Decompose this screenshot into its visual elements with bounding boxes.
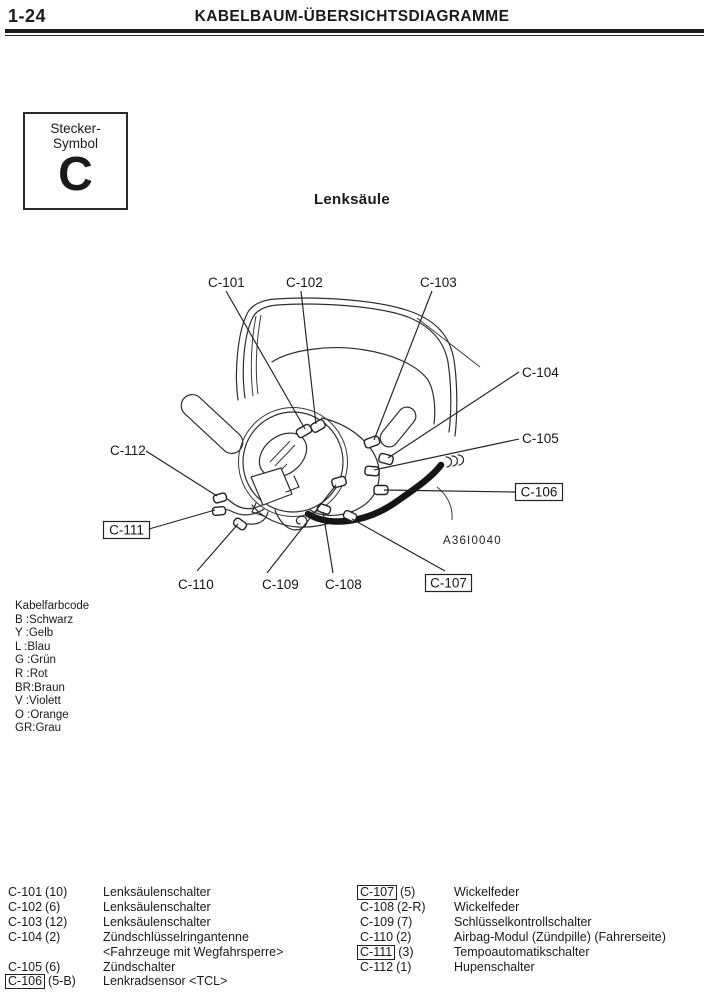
callout-C-105: C-105: [522, 431, 559, 446]
connector-code: C-110: [360, 929, 394, 944]
legend-entry: R :Rot: [15, 667, 48, 680]
turn-signal-stalk-art: [177, 390, 248, 458]
connector-pins: (6): [45, 959, 61, 974]
table-row: [360, 930, 704, 945]
connector-desc: Zündschlüsselringantenne: [103, 929, 249, 944]
connector-code: C-105: [8, 959, 43, 974]
table-row: [360, 915, 704, 930]
legend-entry: BR:Braun: [15, 681, 65, 694]
table-row: [0, 915, 360, 930]
corrugated-tube-mark: [446, 457, 452, 467]
legend-entry: B :Schwarz: [15, 613, 74, 626]
table-row: [0, 974, 360, 989]
table-row: [360, 945, 704, 960]
connector-desc: Airbag-Modul (Zündpille) (Fahrerseite): [454, 929, 666, 944]
table-row: [360, 960, 704, 975]
connector-pins: (10): [45, 885, 68, 899]
connector-desc: Zündschalter: [103, 959, 176, 974]
legend-entry: V :Violett: [15, 695, 61, 708]
callout-C-110: C-110: [178, 577, 214, 592]
table-row: [0, 960, 360, 975]
connector-C-111: [212, 506, 226, 515]
connector-pins: (7): [397, 914, 413, 929]
connector-pins: (5-B): [48, 974, 76, 989]
callout-C-102: C-102: [286, 275, 323, 290]
callout-C-101: C-101: [208, 275, 245, 290]
connector-desc: Lenksäulenschalter: [103, 899, 211, 914]
connector-pins: (2): [45, 929, 61, 944]
symbol-letter: C: [58, 148, 93, 201]
table-row: [0, 900, 360, 915]
connector-code: C-101: [8, 885, 43, 899]
symbol-caption-line2: Symbol: [52, 136, 98, 151]
connector-desc: Schlüsselkontrollschalter: [454, 914, 592, 929]
connector-code: C-109: [360, 914, 395, 929]
connector-desc: Lenksäulenschalter: [103, 885, 211, 899]
drawing-number: A36I0040: [443, 535, 502, 547]
connector-pins: (3): [398, 944, 414, 959]
connector-desc: Hupenschalter: [454, 959, 535, 974]
connector-C-105: [365, 466, 380, 476]
legend-title: Kabelfarbcode: [15, 600, 90, 612]
connector-desc: Tempoautomatikschalter: [454, 944, 590, 959]
connector-desc: Wickelfeder: [454, 885, 520, 899]
callout-C-103: C-103: [420, 275, 457, 290]
legend-entry: L :Blau: [15, 640, 51, 653]
connector-pins: (6): [45, 899, 61, 914]
cable-color-code-legend: [15, 600, 89, 736]
legend-entry: O :Orange: [15, 708, 69, 721]
connector-C-104: [378, 453, 394, 465]
connector-code: C-112: [360, 959, 394, 974]
connector-pins: (2): [396, 929, 412, 944]
connector-pins: (1): [396, 959, 412, 974]
wiper-stalk-art: [377, 403, 420, 450]
connector-desc: Lenksäulenschalter: [103, 914, 211, 929]
connector-pins: (2-R): [397, 900, 426, 914]
connector-C-103: [363, 435, 380, 449]
connector-pins: (5): [400, 885, 416, 899]
connector-code: C-104: [8, 929, 43, 944]
callout-C-109: C-109: [262, 577, 299, 592]
connector-list: [0, 885, 704, 989]
legend-entry: GR:Grau: [15, 722, 62, 735]
corrugated-tube-mark: [458, 455, 464, 465]
connector-code: C-102: [8, 899, 43, 914]
connector-desc-qualifier: <Fahrzeuge mit Wegfahrsperre>: [103, 944, 284, 959]
page-title: KABELBAUM-ÜBERSICHTSDIAGRAMME: [194, 8, 510, 25]
connector-code-boxed: C-111: [357, 945, 395, 960]
corrugated-tube-mark: [452, 456, 458, 466]
callout-C-112: C-112: [110, 443, 146, 458]
callout-C-108: C-108: [325, 577, 362, 592]
table-row: [0, 885, 360, 900]
symbol-caption-line1: Stecker-: [50, 121, 101, 136]
connector-code: C-108: [360, 900, 395, 914]
connector-pins: (12): [45, 914, 68, 929]
connector-desc: Lenkradsensor <TCL>: [103, 974, 228, 989]
table-row: [360, 900, 704, 915]
connector-list-right-column: [360, 885, 704, 989]
diagram-title: Lenksäule: [313, 191, 391, 208]
callout-C-111: C-111: [109, 522, 144, 538]
connector-code-boxed: C-107: [357, 885, 397, 900]
connector-code-boxed: C-106: [5, 974, 45, 989]
callout-C-104: C-104: [522, 365, 559, 380]
connector-code: C-103: [8, 914, 43, 929]
connector-desc: Wickelfeder: [454, 900, 520, 914]
legend-entry: Y :Gelb: [15, 627, 54, 640]
page-number: 1-24: [8, 6, 47, 26]
table-row: [360, 885, 704, 900]
connector-C-110: [232, 517, 247, 531]
connector-list-left-column: [0, 885, 360, 989]
table-row: [0, 930, 360, 960]
callout-C-107: C-107: [430, 575, 467, 591]
callout-C-106: C-106: [520, 484, 558, 500]
legend-entry: G :Grün: [15, 654, 56, 667]
